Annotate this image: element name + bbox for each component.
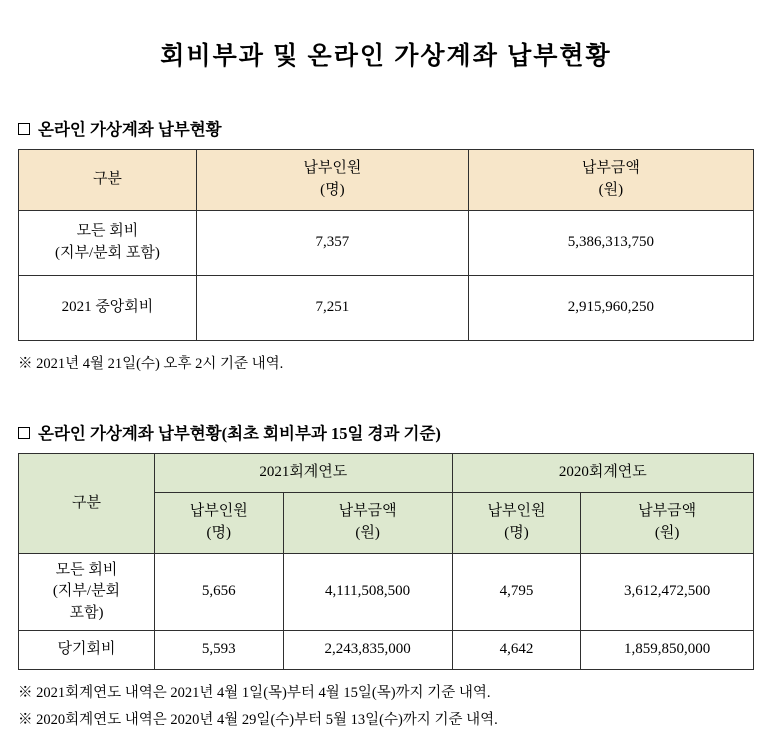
fiscal-year-comparison-table bbox=[18, 453, 754, 670]
row-label: 모든 회비 (지부/분회 포함) bbox=[19, 211, 197, 276]
row-fy2020-amount: 3,612,472,500 bbox=[581, 554, 754, 631]
column-header-gubun: 구분 bbox=[19, 150, 197, 211]
table-row bbox=[19, 631, 754, 670]
section-2-note-2: ※ 2020회계연도 내역은 2020년 4월 29일(수)부터 5월 13일(수)까지 기준 내역. bbox=[18, 712, 498, 729]
column-header-fy2020: 2020회계연도 bbox=[452, 454, 753, 493]
section-heading-2-label: 온라인 가상계좌 납부현황(최초 회비부과 15일 경과 기준) bbox=[38, 424, 441, 444]
document-page bbox=[0, 36, 772, 754]
section-heading-1-label: 온라인 가상계좌 납부현황 bbox=[38, 120, 222, 139]
row-amount-value: 5,386,313,750 bbox=[468, 211, 753, 276]
section-2-notes bbox=[18, 682, 754, 732]
column-header-fy2021-amount: 납부금액 (원) bbox=[283, 493, 452, 554]
column-header-gubun: 구분 bbox=[19, 454, 155, 554]
row-label: 2021 중앙회비 bbox=[19, 276, 197, 341]
row-fy2020-amount: 1,859,850,000 bbox=[581, 631, 754, 670]
table-header-row-top bbox=[19, 454, 754, 493]
column-header-people: 납부인원 (명) bbox=[196, 150, 468, 211]
row-fy2021-people: 5,656 bbox=[154, 554, 283, 631]
column-header-fy2020-amount: 납부금액 (원) bbox=[581, 493, 754, 554]
section-2-note-1: ※ 2021회계연도 내역은 2021년 4월 1일(목)부터 4월 15일(목)까지 기준 내역. bbox=[18, 685, 491, 702]
section-heading-2 bbox=[18, 420, 754, 444]
online-virtual-account-table bbox=[18, 149, 754, 341]
row-people-value: 7,357 bbox=[196, 211, 468, 276]
row-label: 모든 회비 (지부/분회 포함) bbox=[19, 554, 155, 631]
table-row bbox=[19, 554, 754, 631]
section-heading-1 bbox=[18, 116, 754, 140]
table-header-row bbox=[19, 150, 754, 211]
row-fy2021-people: 5,593 bbox=[154, 631, 283, 670]
row-fy2021-amount: 2,243,835,000 bbox=[283, 631, 452, 670]
row-people-value: 7,251 bbox=[196, 276, 468, 341]
column-header-fy2020-people: 납부인원 (명) bbox=[452, 493, 581, 554]
column-header-fy2021-people: 납부인원 (명) bbox=[154, 493, 283, 554]
row-fy2021-amount: 4,111,508,500 bbox=[283, 554, 452, 631]
table-row bbox=[19, 211, 754, 276]
section-1-note: ※ 2021년 4월 21일(수) 오후 2시 기준 내역. bbox=[18, 356, 284, 372]
page-title: 회비부과 및 온라인 가상계좌 납부현황 bbox=[160, 43, 612, 70]
row-fy2020-people: 4,642 bbox=[452, 631, 581, 670]
column-header-fy2021: 2021회계연도 bbox=[154, 454, 452, 493]
row-label: 당기회비 bbox=[19, 631, 155, 670]
row-amount-value: 2,915,960,250 bbox=[468, 276, 753, 341]
square-box-icon bbox=[18, 123, 30, 135]
square-box-icon bbox=[18, 427, 30, 439]
table-row bbox=[19, 276, 754, 341]
row-fy2020-people: 4,795 bbox=[452, 554, 581, 631]
column-header-amount: 납부금액 (원) bbox=[468, 150, 753, 211]
